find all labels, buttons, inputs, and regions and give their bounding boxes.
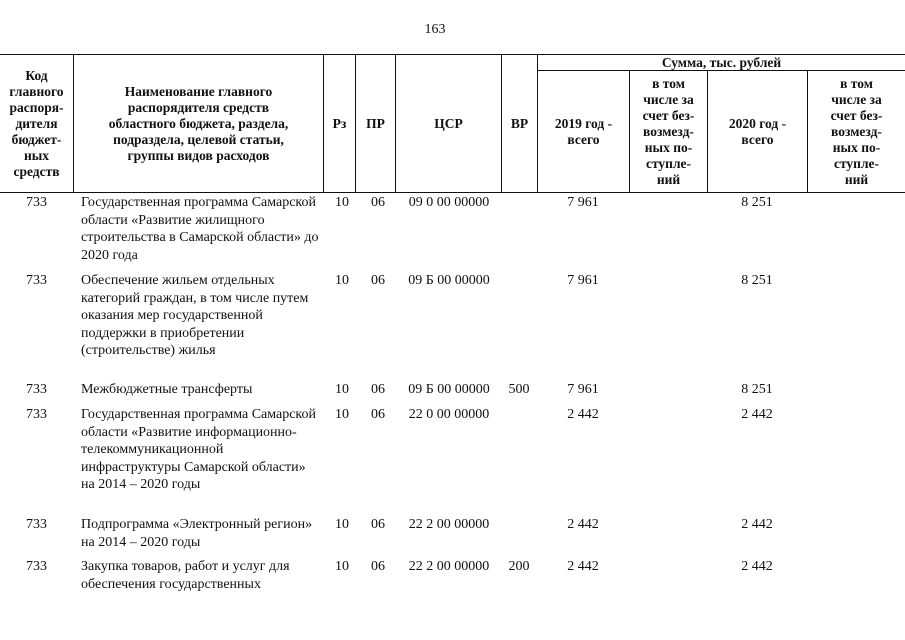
row-2020-total: 2 442 xyxy=(741,517,773,532)
row-csr: 09 Б 00 00000 xyxy=(408,382,490,397)
row-csr: 22 2 00 00000 xyxy=(408,559,490,574)
row-pr: 06 xyxy=(371,407,385,422)
row-name: Закупка товаров, работ и услуг для обеспечения государственных xyxy=(81,559,290,592)
row-rz: 10 xyxy=(335,559,349,574)
table-row xyxy=(0,406,905,516)
row-rz: 10 xyxy=(335,195,349,210)
row-name: Государственная программа Самарской области «Развитие информационно-телекоммуникационной инфраструктуры Самарской области» на 2014 – 2020 годы xyxy=(81,407,317,492)
table-row xyxy=(0,558,905,598)
row-code: 733 xyxy=(26,382,47,397)
page-number: 163 xyxy=(424,22,446,37)
row-rz: 10 xyxy=(335,273,349,288)
row-csr: 22 0 00 00000 xyxy=(408,407,490,422)
header-code: Код главного распоря- дителя бюджет- ных средств xyxy=(9,67,64,179)
header-vr: ВР xyxy=(510,115,529,131)
row-2020-total: 8 251 xyxy=(741,382,773,397)
row-2019-total: 2 442 xyxy=(567,407,599,422)
header-2020-total: 2020 год - всего xyxy=(728,115,787,147)
row-csr: 09 0 00 00000 xyxy=(408,195,490,210)
row-2019-total: 2 442 xyxy=(567,517,599,532)
row-2019-total: 7 961 xyxy=(567,273,599,288)
header-2020-grants: в том числе за счет без- возмезд- ных по- ступле- ний xyxy=(830,75,883,187)
table-row xyxy=(0,272,905,381)
header-pr: ПР xyxy=(366,115,385,131)
table-row xyxy=(0,516,905,558)
row-2020-total: 8 251 xyxy=(741,195,773,210)
header-csr: ЦСР xyxy=(434,115,463,131)
row-name: Межбюджетные трансферты xyxy=(81,382,253,397)
header-rz: Рз xyxy=(332,115,347,131)
header-sum: Сумма, тыс. рублей xyxy=(661,54,782,70)
row-2020-total: 2 442 xyxy=(741,559,773,574)
row-pr: 06 xyxy=(371,517,385,532)
row-code: 733 xyxy=(26,407,47,422)
row-name: Государственная программа Самарской области «Развитие жилищного строительства в Самарской области» до 2020 года xyxy=(81,195,319,263)
row-2019-total: 7 961 xyxy=(567,195,599,210)
row-csr: 22 2 00 00000 xyxy=(408,517,490,532)
table-row xyxy=(0,381,905,406)
row-csr: 09 Б 00 00000 xyxy=(408,273,490,288)
row-rz: 10 xyxy=(335,382,349,397)
row-code: 733 xyxy=(26,195,47,210)
row-2020-total: 2 442 xyxy=(741,407,773,422)
row-vr: 500 xyxy=(508,382,530,397)
row-pr: 06 xyxy=(371,559,385,574)
table-row xyxy=(0,194,905,272)
row-code: 733 xyxy=(26,559,47,574)
row-code: 733 xyxy=(26,273,47,288)
row-2019-total: 2 442 xyxy=(567,559,599,574)
header-bottom-rule xyxy=(0,192,905,193)
row-rz: 10 xyxy=(335,407,349,422)
header-2019-total: 2019 год - всего xyxy=(554,115,613,147)
table-body xyxy=(0,194,905,598)
row-pr: 06 xyxy=(371,195,385,210)
row-rz: 10 xyxy=(335,517,349,532)
row-2019-total: 7 961 xyxy=(567,382,599,397)
row-vr: 200 xyxy=(508,559,530,574)
row-pr: 06 xyxy=(371,382,385,397)
row-name: Подпрограмма «Электронный регион» на 2014 – 2020 годы xyxy=(81,517,313,550)
header-name: Наименование главного распорядителя средств областного бюджета, раздела, подраздела, целевой статьи, группы видов расходов xyxy=(108,83,289,163)
header-2019-grants: в том числе за счет без- возмезд- ных по- ступле- ний xyxy=(642,75,695,187)
row-code: 733 xyxy=(26,517,47,532)
row-2020-total: 8 251 xyxy=(741,273,773,288)
row-name: Обеспечение жильем отдельных категорий граждан, в том числе путем оказания мер государственной поддержки в приобретении (строительстве) жилья xyxy=(81,273,309,358)
row-pr: 06 xyxy=(371,273,385,288)
